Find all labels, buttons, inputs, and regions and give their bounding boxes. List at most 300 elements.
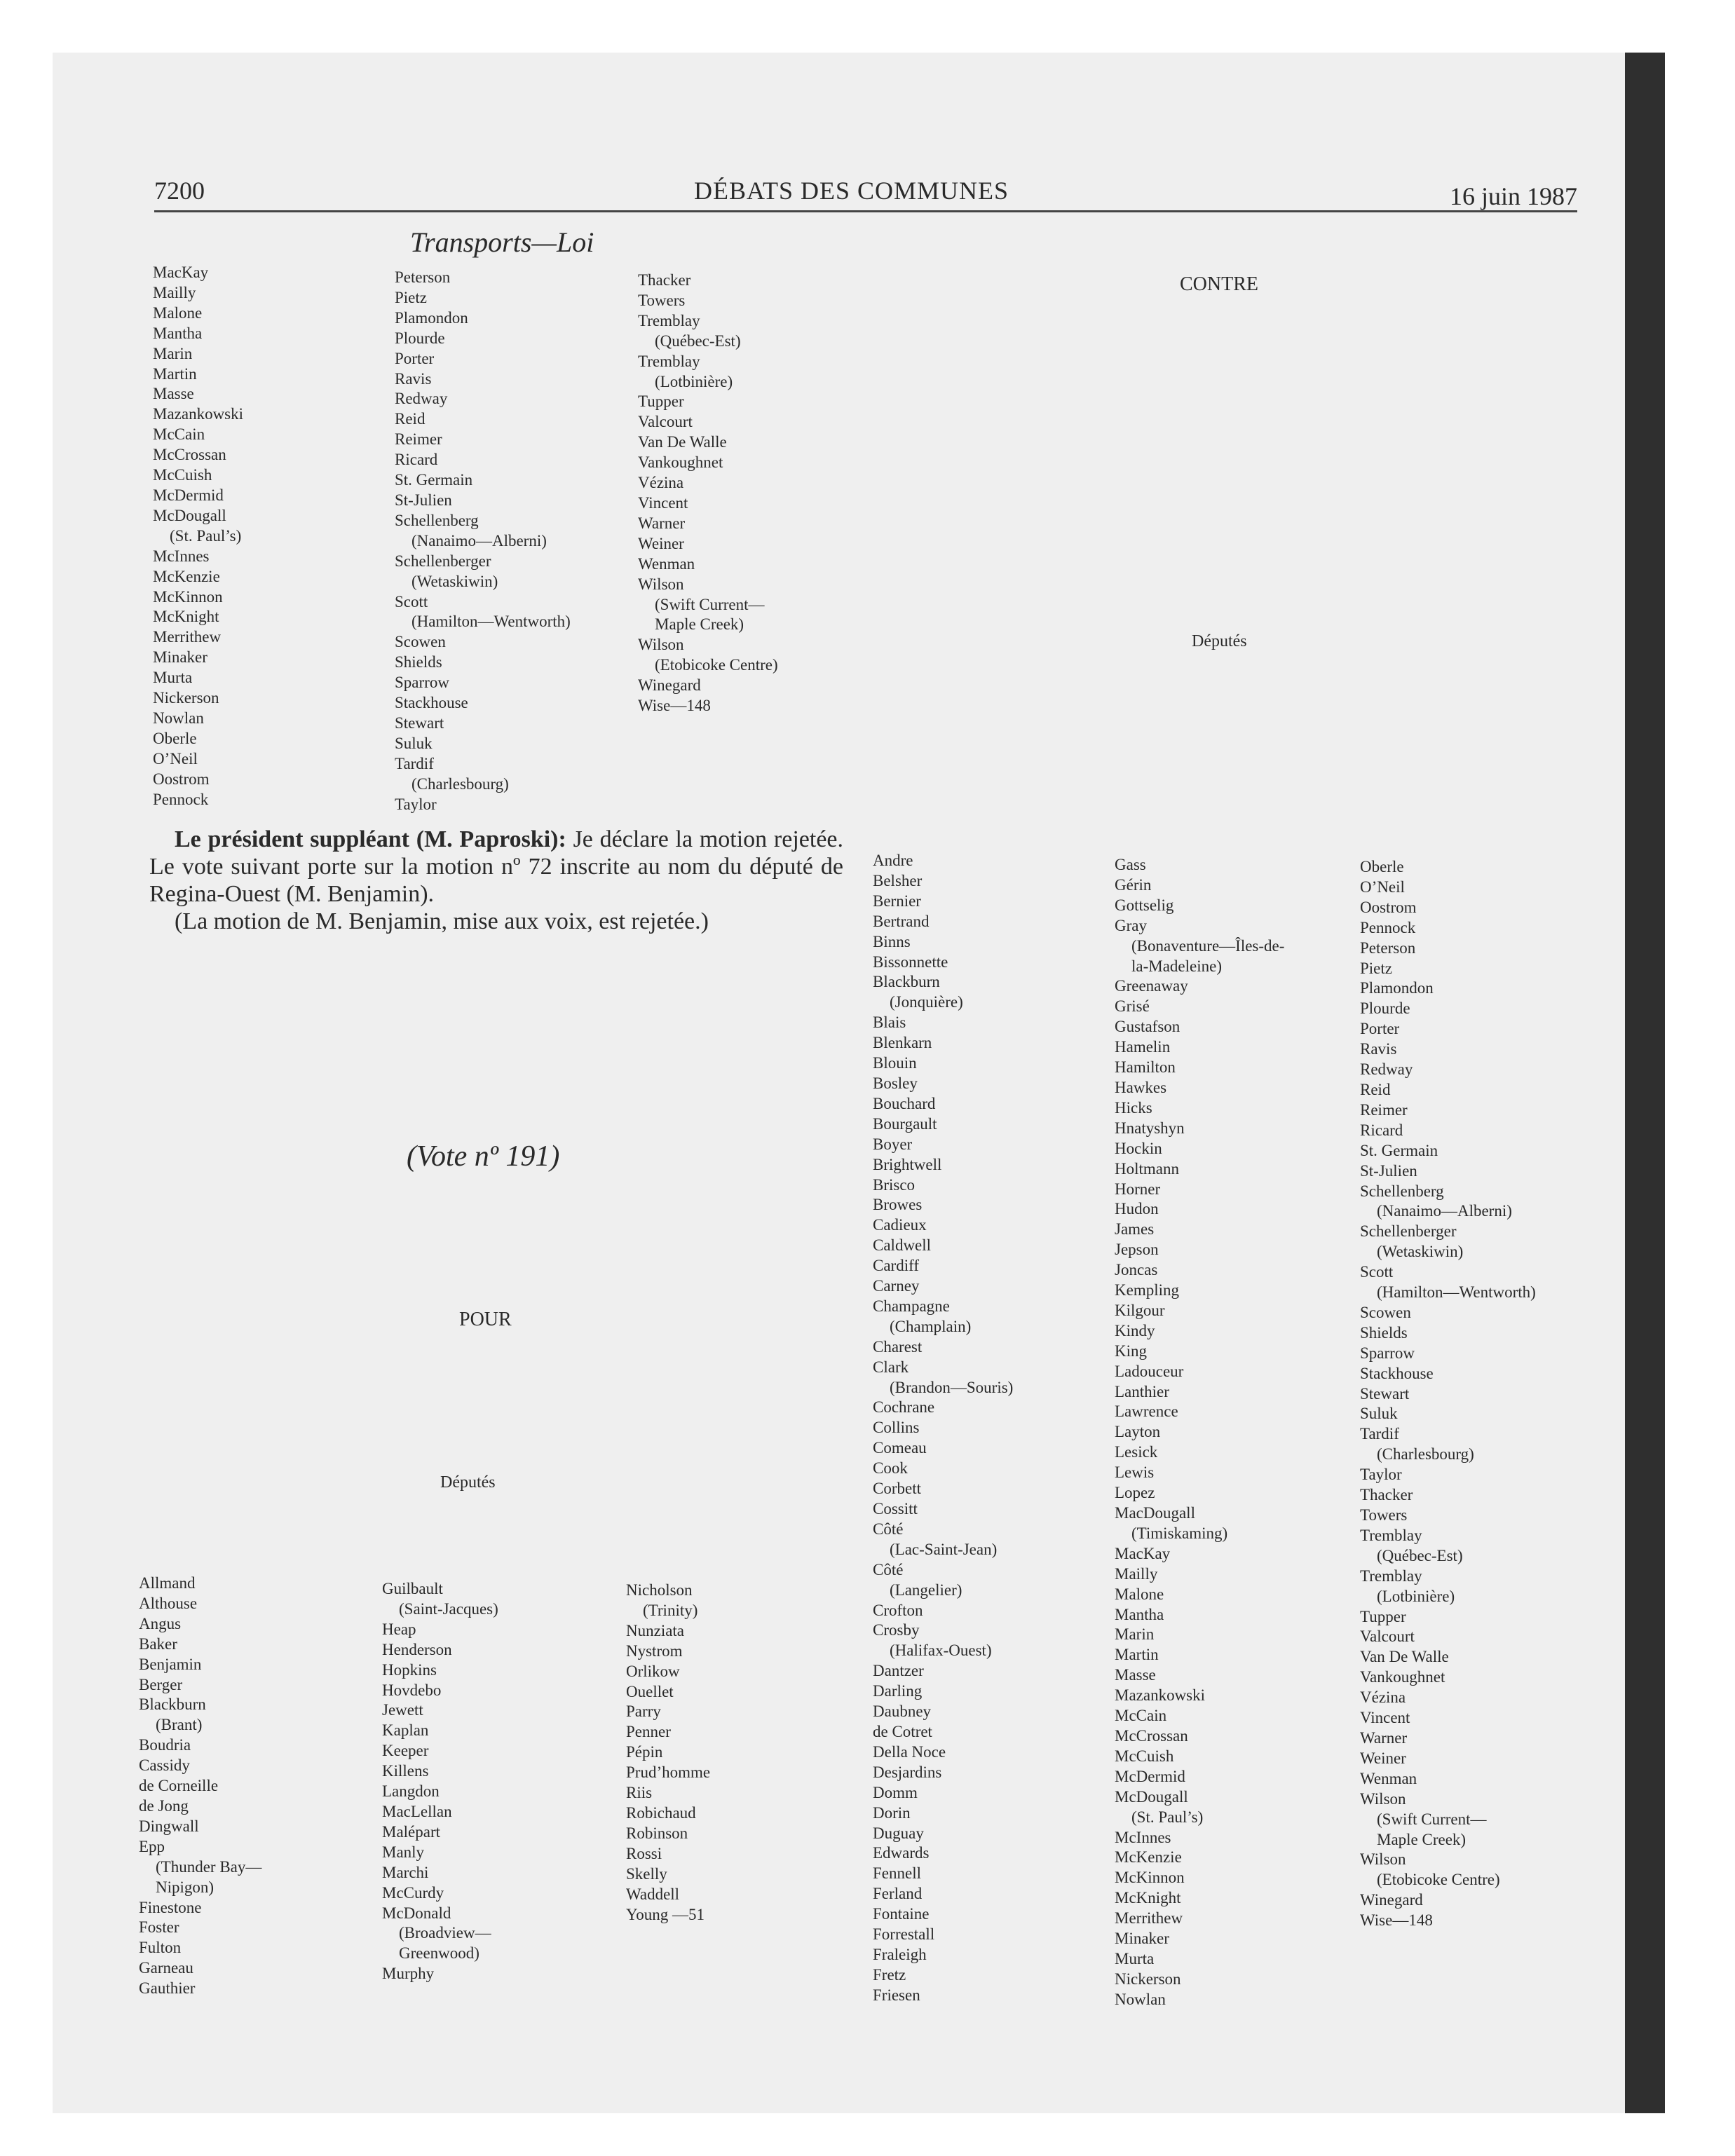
member-name: Lesick xyxy=(1115,1443,1158,1461)
member-name: Pietz xyxy=(1360,959,1392,977)
member-name: Layton xyxy=(1115,1423,1161,1441)
member-name: Scott xyxy=(395,592,428,610)
member-name: Wenman xyxy=(1360,1769,1417,1787)
member-name: Binns xyxy=(873,932,911,950)
member-name: Plourde xyxy=(395,329,445,347)
member-name: Parry xyxy=(626,1703,661,1721)
member-name: Marchi xyxy=(382,1863,429,1881)
member-name: Nipigon) xyxy=(156,1878,215,1896)
motion-paragraph xyxy=(149,826,843,935)
member-name: Suluk xyxy=(1360,1405,1398,1423)
member-name: Kaplan xyxy=(382,1721,429,1740)
member-name: Oostrom xyxy=(153,770,210,788)
member-name: MacKay xyxy=(153,264,209,281)
member-name: Nunziata xyxy=(626,1621,685,1639)
name-column xyxy=(1360,857,1536,1931)
member-name: Ricard xyxy=(1360,1121,1403,1139)
member-name: Robichaud xyxy=(626,1803,696,1822)
member-name: Suluk xyxy=(395,734,433,752)
member-name: Skelly xyxy=(626,1864,667,1883)
member-name: Plamondon xyxy=(1360,979,1434,997)
scan-edge xyxy=(1625,53,1665,2113)
member-name: Gottselig xyxy=(1115,896,1174,914)
member-name: Reid xyxy=(1360,1080,1391,1098)
member-name: Boyer xyxy=(873,1135,913,1153)
member-name: Duguay xyxy=(873,1824,924,1842)
member-name: Schellenberger xyxy=(395,552,491,570)
member-name: Boudria xyxy=(139,1736,191,1754)
member-name: Althouse xyxy=(139,1594,198,1612)
member-name: (Nanaimo—Alberni) xyxy=(411,531,547,550)
member-name: Dantzer xyxy=(873,1662,924,1680)
member-name: Oberle xyxy=(153,729,197,747)
member-name: Wise—148 xyxy=(1360,1911,1433,1930)
member-name: Angus xyxy=(139,1614,182,1632)
member-name: Della Noce xyxy=(873,1742,946,1761)
member-name: (Wetaskiwin) xyxy=(411,572,498,590)
member-name: Domm xyxy=(873,1783,918,1801)
member-name: (Brandon—Souris) xyxy=(890,1378,1014,1396)
member-name: Van De Walle xyxy=(638,433,727,451)
member-name: Reid xyxy=(395,410,426,428)
member-name: (Lotbinière) xyxy=(1377,1587,1455,1605)
journal-title: DÉBATS DES COMMUNES xyxy=(694,177,1009,205)
member-name: Kilgour xyxy=(1115,1301,1165,1319)
member-name: Mantha xyxy=(153,324,203,342)
member-name: Garneau xyxy=(139,1959,193,1977)
member-name: Maple Creek) xyxy=(655,615,744,634)
member-name: King xyxy=(1115,1342,1147,1360)
member-name: Tardif xyxy=(1360,1425,1399,1443)
member-name: Kempling xyxy=(1115,1281,1179,1299)
member-name: Browes xyxy=(873,1196,923,1214)
member-name: (Langelier) xyxy=(890,1581,962,1599)
member-name: Bosley xyxy=(873,1074,918,1092)
member-name: Blackburn xyxy=(139,1696,206,1714)
member-name: Porter xyxy=(1360,1020,1400,1038)
member-name: Côté xyxy=(873,1520,904,1538)
motion-statement: Je déclare la motion rejetée. Le vote suivant porte sur la motion nº 72 inscrite au nom du député de Regina-Ouest (M. Benjamin). xyxy=(149,826,844,907)
member-name: Daubney xyxy=(873,1703,932,1721)
member-name: Nystrom xyxy=(626,1642,683,1660)
member-name: Nowlan xyxy=(1115,1990,1166,2008)
speaker-name: Le président suppléant (M. Paproski): xyxy=(175,826,566,852)
member-name: Blackburn xyxy=(873,973,940,991)
member-name: (St. Paul’s) xyxy=(1131,1808,1204,1826)
member-name: Martin xyxy=(1115,1646,1159,1664)
member-name: Plamondon xyxy=(395,308,468,327)
member-name: Weiner xyxy=(1360,1749,1406,1767)
member-name: Valcourt xyxy=(638,413,693,431)
member-name: Blouin xyxy=(873,1054,917,1072)
member-name: Vézina xyxy=(1360,1688,1406,1707)
member-name: Scott xyxy=(1360,1263,1394,1281)
member-name: Masse xyxy=(1115,1666,1156,1684)
member-name: Comeau xyxy=(873,1439,927,1457)
member-name: Fontaine xyxy=(873,1905,930,1923)
member-name: Towers xyxy=(1360,1506,1408,1524)
member-name: Oberle xyxy=(1360,858,1404,875)
member-name: Redway xyxy=(1360,1060,1413,1079)
member-name: Côté xyxy=(873,1560,904,1578)
member-name: McDermid xyxy=(1115,1767,1185,1785)
member-name: (Halifax-Ouest) xyxy=(890,1642,992,1660)
member-name: Baker xyxy=(139,1635,177,1653)
member-name: McCain xyxy=(153,425,205,444)
member-name: Jepson xyxy=(1115,1241,1159,1259)
member-name: (Trinity) xyxy=(643,1601,698,1619)
member-name: Tupper xyxy=(638,393,684,411)
member-name: McKnight xyxy=(153,608,219,626)
member-name: (Brant) xyxy=(156,1716,203,1734)
member-name: Epp xyxy=(139,1837,165,1855)
member-name: Pépin xyxy=(626,1743,663,1761)
member-name: (St. Paul’s) xyxy=(170,526,242,545)
member-name: Cassidy xyxy=(139,1756,190,1775)
member-name: Oostrom xyxy=(1360,898,1417,916)
member-name: Minaker xyxy=(1115,1930,1169,1948)
member-name: Wilson xyxy=(638,575,684,593)
member-name: Reimer xyxy=(1360,1100,1408,1119)
header-rule xyxy=(154,210,1577,212)
member-name: Waddell xyxy=(626,1885,680,1903)
member-name: Stackhouse xyxy=(395,694,468,712)
member-name: Nicholson xyxy=(626,1581,693,1599)
member-name: (Hamilton—Wentworth) xyxy=(411,613,571,631)
member-name: Towers xyxy=(638,291,686,309)
member-name: Foster xyxy=(139,1918,179,1937)
member-name: Redway xyxy=(395,390,448,408)
member-name: Pietz xyxy=(395,288,427,306)
member-name: Cossitt xyxy=(873,1500,918,1517)
member-name: Grisé xyxy=(1115,997,1150,1016)
member-name: (Thunder Bay— xyxy=(156,1857,262,1876)
member-name: Tremblay xyxy=(638,352,700,370)
member-name: Sparrow xyxy=(1360,1344,1415,1362)
motion-result: (La motion de M. Benjamin, mise aux voix, est rejetée.) xyxy=(175,908,709,934)
member-name: de Jong xyxy=(139,1796,189,1815)
member-name: McDonald xyxy=(382,1904,451,1922)
member-name: Nowlan xyxy=(153,709,204,727)
member-name: Pennock xyxy=(153,790,209,808)
member-name: la-Madeleine) xyxy=(1131,957,1222,975)
member-name: Vankoughnet xyxy=(1360,1668,1445,1686)
member-name: Masse xyxy=(153,385,194,403)
member-name: McCuish xyxy=(153,466,212,484)
member-name: McCrossan xyxy=(153,446,226,464)
member-name: Fretz xyxy=(873,1965,906,1984)
member-name: McCurdy xyxy=(382,1883,444,1902)
member-name: McKinnon xyxy=(153,587,223,606)
member-name: Wenman xyxy=(638,554,695,573)
member-name: Reimer xyxy=(395,430,442,449)
member-name: (Lotbinière) xyxy=(655,372,733,390)
member-name: Tremblay xyxy=(1360,1526,1422,1544)
member-name: Desjardins xyxy=(873,1763,942,1781)
member-name: Allmand xyxy=(139,1574,196,1592)
member-name: Pennock xyxy=(1360,918,1416,936)
page-date: 16 juin 1987 xyxy=(1449,182,1577,210)
member-name: (Swift Current— xyxy=(1377,1810,1487,1828)
member-name: Wise—148 xyxy=(638,697,711,715)
member-name: Nickerson xyxy=(1115,1970,1181,1988)
member-name: Crofton xyxy=(873,1601,923,1619)
member-name: Vankoughnet xyxy=(638,453,723,472)
member-name: Carney xyxy=(873,1277,920,1295)
member-name: O’Neil xyxy=(1360,878,1405,896)
member-name: Plourde xyxy=(1360,999,1410,1018)
member-name: Lopez xyxy=(1115,1484,1155,1502)
member-name: Tardif xyxy=(395,754,434,772)
member-name: MacKay xyxy=(1115,1544,1171,1562)
running-title: Transports—Loi xyxy=(410,226,594,258)
member-name: Mailly xyxy=(1115,1564,1158,1583)
member-name: Hopkins xyxy=(382,1660,437,1679)
member-name: Malone xyxy=(1115,1585,1164,1603)
member-name: James xyxy=(1115,1220,1155,1239)
member-name: McKenzie xyxy=(153,567,220,585)
member-name: Crosby xyxy=(873,1621,920,1639)
member-name: Tremblay xyxy=(638,311,700,329)
member-name: Gauthier xyxy=(139,1979,196,1998)
member-name: (Jonquière) xyxy=(890,993,963,1011)
member-name: Brightwell xyxy=(873,1155,942,1173)
member-name: Taylor xyxy=(1360,1466,1402,1484)
member-name: Guilbault xyxy=(382,1580,443,1597)
member-name: Dorin xyxy=(873,1803,911,1822)
member-name: Bissonnette xyxy=(873,953,948,971)
member-name: Killens xyxy=(382,1762,429,1780)
member-name: Shields xyxy=(1360,1323,1408,1342)
member-name: Winegard xyxy=(638,676,701,695)
member-name: Tupper xyxy=(1360,1607,1406,1625)
page-number: 7200 xyxy=(154,177,205,205)
member-name: Berger xyxy=(139,1675,183,1693)
member-name: Schellenberger xyxy=(1360,1222,1457,1241)
member-name: Young —51 xyxy=(626,1905,705,1923)
member-name: McKenzie xyxy=(1115,1848,1182,1867)
member-name: Marin xyxy=(1115,1625,1155,1644)
member-name: Penner xyxy=(626,1723,671,1741)
member-name: Ferland xyxy=(873,1885,923,1903)
member-name: Ladouceur xyxy=(1115,1362,1184,1380)
member-name: de Corneille xyxy=(139,1777,219,1795)
member-name: Joncas xyxy=(1115,1261,1158,1279)
pour-label: POUR xyxy=(459,1309,512,1330)
member-name: Wilson xyxy=(1360,1850,1406,1869)
member-name: St-Julien xyxy=(1360,1161,1417,1180)
member-name: Blenkarn xyxy=(873,1034,932,1052)
member-name: (Wetaskiwin) xyxy=(1377,1243,1464,1261)
member-name: Minaker xyxy=(153,648,207,667)
member-name: Bernier xyxy=(873,892,921,910)
member-name: (Québec-Est) xyxy=(1377,1546,1463,1564)
member-name: Clark xyxy=(873,1358,909,1376)
member-name: Kindy xyxy=(1115,1321,1155,1339)
member-name: Caldwell xyxy=(873,1236,932,1255)
member-name: Wilson xyxy=(1360,1789,1406,1808)
member-name: McCain xyxy=(1115,1707,1167,1725)
member-name: Bertrand xyxy=(873,912,930,930)
member-name: Schellenberg xyxy=(1360,1182,1444,1200)
member-name: (Québec-Est) xyxy=(655,332,741,350)
member-name: Gustafson xyxy=(1115,1018,1181,1036)
member-name: McCrossan xyxy=(1115,1726,1188,1745)
member-name: Rossi xyxy=(626,1844,662,1862)
member-name: Marin xyxy=(153,344,193,362)
member-name: Stewart xyxy=(1360,1384,1410,1403)
member-name: Edwards xyxy=(873,1844,930,1862)
member-name: Gray xyxy=(1115,916,1147,934)
member-name: Champagne xyxy=(873,1297,950,1315)
name-column xyxy=(626,1581,710,1925)
member-name: Merrithew xyxy=(153,628,222,646)
member-name: Malone xyxy=(153,303,203,322)
name-column xyxy=(382,1579,498,1984)
member-name: (Bonaventure—Îles-de- xyxy=(1131,936,1285,955)
name-column xyxy=(395,268,571,814)
member-name: MacLellan xyxy=(382,1802,452,1820)
member-name: Scowen xyxy=(1360,1303,1411,1321)
deputes-label: Députés xyxy=(440,1473,496,1492)
member-name: Maple Creek) xyxy=(1377,1830,1467,1848)
member-name: Cook xyxy=(873,1459,908,1478)
member-name: Hamelin xyxy=(1115,1038,1171,1056)
member-name: Hicks xyxy=(1115,1098,1152,1117)
member-name: Robinson xyxy=(626,1824,688,1842)
member-name: Valcourt xyxy=(1360,1628,1415,1646)
name-column xyxy=(139,1574,261,1999)
member-name: Thacker xyxy=(1360,1486,1413,1504)
member-name: McInnes xyxy=(1115,1828,1171,1846)
member-name: Charest xyxy=(873,1337,923,1356)
member-name: Ravis xyxy=(1360,1040,1397,1058)
member-name: Bourgault xyxy=(873,1114,937,1133)
member-name: (Hamilton—Wentworth) xyxy=(1377,1283,1536,1302)
member-name: (Charlesbourg) xyxy=(411,775,509,793)
member-name: Hawkes xyxy=(1115,1078,1167,1096)
member-name: Taylor xyxy=(395,795,437,813)
member-name: (Charlesbourg) xyxy=(1377,1445,1474,1464)
contre-label: CONTRE xyxy=(1180,273,1258,295)
member-name: Van De Walle xyxy=(1360,1648,1449,1666)
member-name: Warner xyxy=(638,514,686,532)
member-name: Blais xyxy=(873,1014,906,1032)
name-column xyxy=(638,271,778,716)
member-name: Mantha xyxy=(1115,1605,1164,1623)
member-name: St. Germain xyxy=(395,471,473,489)
member-name: (Lac-Saint-Jean) xyxy=(890,1540,998,1558)
member-name: Vincent xyxy=(1360,1709,1410,1727)
member-name: McDougall xyxy=(153,506,226,524)
member-name: O’Neil xyxy=(153,749,198,767)
member-name: (Nanaimo—Alberni) xyxy=(1377,1202,1512,1220)
deputes-label: Députés xyxy=(1192,632,1247,650)
member-name: Schellenberg xyxy=(395,511,479,529)
member-name: Ouellet xyxy=(626,1682,674,1700)
member-name: Murphy xyxy=(382,1965,435,1983)
member-name: McInnes xyxy=(153,547,210,565)
member-name: Ricard xyxy=(395,451,438,469)
member-name: Hnatyshyn xyxy=(1115,1119,1185,1137)
member-name: (Timiskaming) xyxy=(1131,1524,1228,1542)
member-name: Gass xyxy=(1115,856,1146,873)
name-column xyxy=(1115,855,1284,2010)
name-column xyxy=(873,851,1013,2006)
member-name: Mazankowski xyxy=(153,405,244,423)
member-name: Friesen xyxy=(873,1986,920,2004)
member-name: Finestone xyxy=(139,1898,202,1916)
member-name: de Cotret xyxy=(873,1722,932,1740)
member-name: Tremblay xyxy=(1360,1567,1422,1585)
member-name: Henderson xyxy=(382,1640,452,1658)
member-name: Merrithew xyxy=(1115,1909,1183,1928)
member-name: Vincent xyxy=(638,493,688,512)
member-name: Vézina xyxy=(638,474,684,492)
member-name: (Champlain) xyxy=(890,1317,972,1335)
member-name: Cadieux xyxy=(873,1216,927,1234)
member-name: Keeper xyxy=(382,1742,429,1760)
member-name: Warner xyxy=(1360,1728,1408,1747)
member-name: Riis xyxy=(626,1784,653,1802)
member-name: Peterson xyxy=(395,268,451,286)
member-name: (Swift Current— xyxy=(655,595,765,613)
member-name: Manly xyxy=(382,1843,425,1861)
member-name: Wilson xyxy=(638,636,684,654)
member-name: Greenaway xyxy=(1115,977,1188,995)
vote-number: (Vote nº 191) xyxy=(407,1140,560,1173)
member-name: Cochrane xyxy=(873,1398,935,1417)
member-name: Murta xyxy=(1115,1949,1155,1967)
member-name: Prud’homme xyxy=(626,1763,711,1782)
member-name: Cardiff xyxy=(873,1257,920,1275)
member-name: Porter xyxy=(395,349,435,367)
member-name: (Etobicoke Centre) xyxy=(655,656,778,674)
member-name: Hamilton xyxy=(1115,1058,1176,1077)
member-name: Thacker xyxy=(638,271,691,289)
member-name: Lewis xyxy=(1115,1464,1155,1482)
member-name: Orlikow xyxy=(626,1662,680,1680)
member-name: McCuish xyxy=(1115,1747,1174,1765)
member-name: Stewart xyxy=(395,714,444,732)
member-name: Corbett xyxy=(873,1480,921,1498)
member-name: Greenwood) xyxy=(399,1944,479,1963)
member-name: Darling xyxy=(873,1682,923,1700)
motion-text xyxy=(149,826,843,908)
member-name: Fennell xyxy=(873,1864,921,1883)
member-name: Mailly xyxy=(153,283,196,301)
member-name: Murta xyxy=(153,669,193,687)
member-name: Bouchard xyxy=(873,1094,936,1112)
member-name: Jewett xyxy=(382,1701,423,1719)
member-name: Ravis xyxy=(395,369,432,388)
member-name: Winegard xyxy=(1360,1891,1423,1909)
member-name: (Broadview— xyxy=(399,1924,491,1942)
member-name: McDermid xyxy=(153,486,224,504)
member-name: Peterson xyxy=(1360,939,1416,957)
member-name: Belsher xyxy=(873,871,923,889)
member-name: Dingwall xyxy=(139,1817,199,1835)
member-name: Langdon xyxy=(382,1782,440,1801)
member-name: Forrestall xyxy=(873,1925,935,1944)
member-name: Lawrence xyxy=(1115,1403,1178,1421)
member-name: Fraleigh xyxy=(873,1945,927,1963)
member-name: Andre xyxy=(873,852,913,869)
member-name: Martin xyxy=(153,364,197,383)
member-name: Weiner xyxy=(638,534,684,552)
member-name: Brisco xyxy=(873,1175,916,1194)
member-name: (Etobicoke Centre) xyxy=(1377,1871,1500,1889)
